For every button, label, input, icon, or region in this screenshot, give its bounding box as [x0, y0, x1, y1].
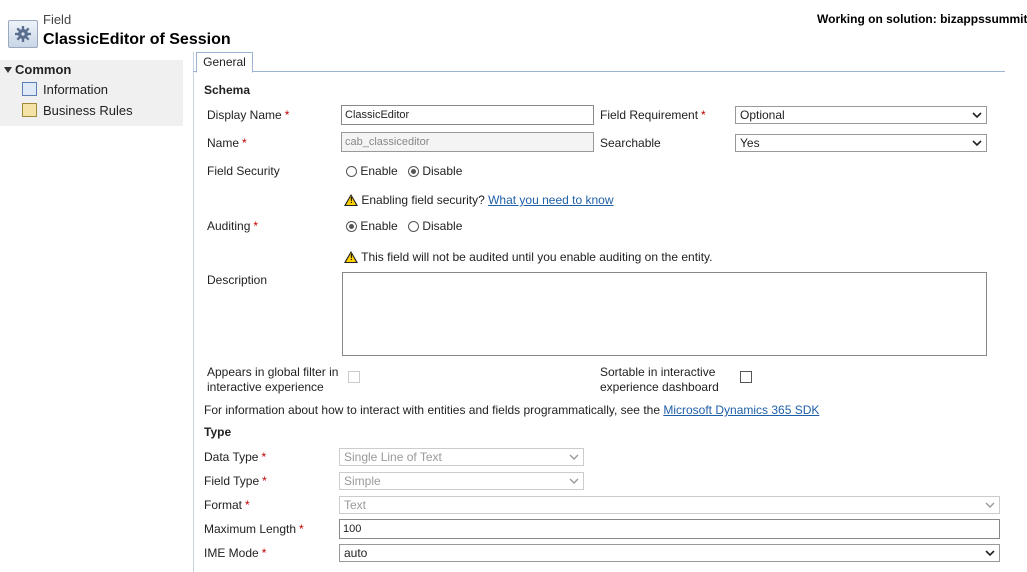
auditing-warning: ! This field will not be audited until you enable auditing on the entity.	[344, 250, 712, 264]
security-warning: ! Enabling field security? What you need to know	[344, 193, 614, 207]
warning-icon	[344, 194, 358, 206]
entity-gear-icon	[8, 20, 38, 48]
tab-strip-border	[193, 71, 1005, 72]
sidebar-item-label: Business Rules	[43, 103, 133, 118]
page-title: ClassicEditor of Session	[43, 31, 231, 48]
display-name-label: Display Name *	[207, 108, 290, 122]
field-requirement-select[interactable]	[735, 106, 987, 124]
name-input[interactable]	[341, 132, 594, 152]
sidebar-item-information[interactable]	[22, 82, 108, 97]
sidebar-section-common[interactable]	[4, 62, 71, 77]
chevron-down-icon	[569, 452, 579, 462]
tab-general[interactable]: General	[196, 52, 253, 73]
data-type-value: Single Line of Text	[344, 450, 442, 464]
sidebar-item-label: Information	[43, 82, 109, 97]
format-select[interactable]	[339, 496, 1000, 514]
header-subtitle: Field	[43, 12, 72, 27]
radio-selected-icon	[408, 166, 419, 177]
chevron-down-icon	[972, 138, 982, 148]
global-filter-checkbox[interactable]	[348, 371, 360, 383]
global-filter-label: Appears in global filter in interactive experience	[207, 365, 339, 394]
collapse-triangle-icon	[4, 67, 12, 73]
field-security-label: Field Security	[207, 164, 280, 178]
sdk-info-text: For information about how to interact with entities and fields programmatically, see the Microsoft Dynamics 365 SDK	[204, 403, 820, 417]
sortable-checkbox[interactable]	[740, 371, 752, 383]
field-security-enable-radio[interactable]: Enable	[346, 164, 398, 178]
ime-mode-value: auto	[344, 546, 368, 560]
max-length-label: Maximum Length *	[204, 522, 304, 536]
sidebar-item-business-rules[interactable]	[22, 103, 133, 118]
data-type-label: Data Type *	[204, 450, 267, 464]
radio-icon	[346, 166, 357, 177]
ime-mode-label: IME Mode *	[204, 546, 267, 560]
chevron-down-icon	[972, 110, 982, 120]
searchable-label: Searchable	[600, 136, 661, 150]
field-requirement-value: Optional	[740, 108, 785, 122]
name-label: Name *	[207, 136, 247, 150]
type-heading: Type	[204, 425, 232, 439]
what-you-need-to-know-link[interactable]: What you need to know	[488, 193, 614, 207]
solution-label: Working on solution: bizappssummit	[817, 12, 1027, 26]
auditing-enable-radio[interactable]: Enable	[346, 219, 398, 233]
chevron-down-icon	[569, 476, 579, 486]
warning-icon	[344, 251, 358, 263]
radio-selected-icon	[346, 221, 357, 232]
field-type-value: Simple	[344, 474, 381, 488]
searchable-value: Yes	[740, 136, 760, 150]
field-requirement-label: Field Requirement *	[600, 108, 706, 122]
format-value: Text	[344, 498, 367, 512]
format-label: Format *	[204, 498, 250, 512]
content-border	[193, 52, 194, 572]
dynamics-sdk-link[interactable]: Microsoft Dynamics 365 SDK	[663, 403, 820, 417]
chevron-down-icon	[985, 500, 995, 510]
field-type-label: Field Type *	[204, 474, 267, 488]
auditing-label: Auditing *	[207, 219, 259, 233]
auditing-disable-radio[interactable]: Disable	[408, 219, 462, 233]
schema-heading: Schema	[204, 83, 251, 97]
sidebar-section-label: Common	[15, 62, 72, 77]
searchable-select[interactable]	[735, 134, 987, 152]
description-textarea[interactable]	[342, 272, 987, 356]
ime-mode-select[interactable]	[339, 544, 1000, 562]
radio-icon	[408, 221, 419, 232]
description-label: Description	[207, 273, 268, 287]
max-length-input[interactable]	[339, 519, 1000, 539]
chevron-down-icon	[985, 548, 995, 558]
business-rules-icon	[22, 103, 37, 117]
field-type-select[interactable]	[339, 472, 584, 490]
form-icon	[22, 82, 37, 96]
field-security-disable-radio[interactable]: Disable	[408, 164, 462, 178]
data-type-select[interactable]	[339, 448, 584, 466]
sortable-label: Sortable in interactive experience dashboard	[600, 365, 719, 394]
display-name-input[interactable]	[341, 105, 594, 125]
